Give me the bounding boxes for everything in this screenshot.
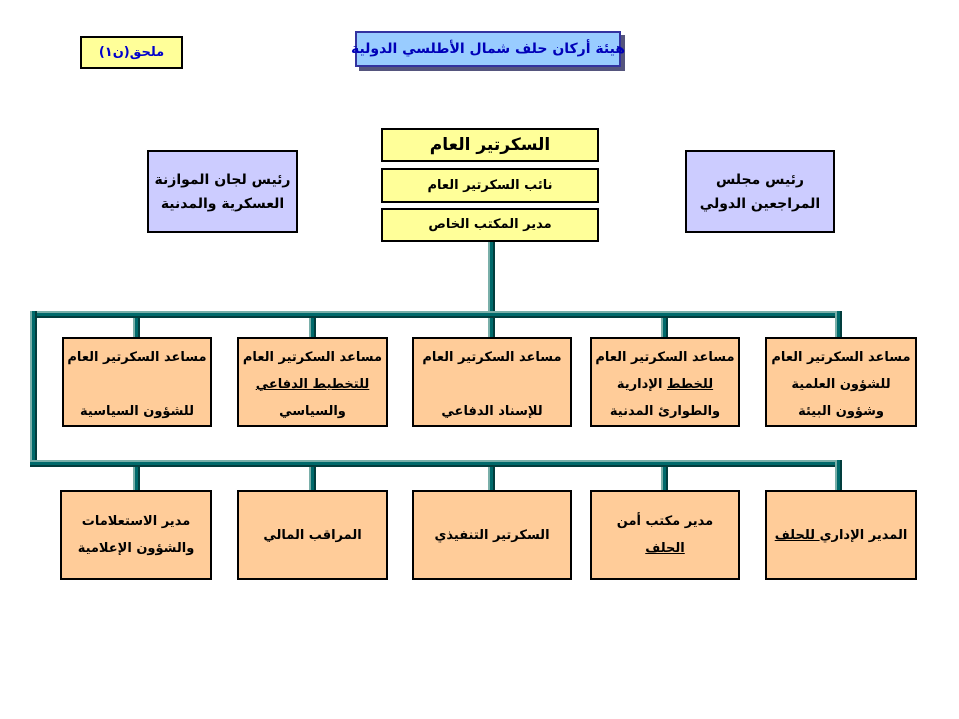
box-label-line: مساعد السكرتير العام: [67, 350, 207, 365]
box-executive-secretary: [412, 490, 572, 580]
box-label-line: للتخطيط الدفاعي: [255, 377, 370, 392]
box-administrative-director: [765, 490, 917, 580]
connector-stub-r3-4: [661, 467, 668, 491]
box-label-line: للشؤون السياسية: [80, 404, 194, 419]
connector-stub-r3-2: [309, 467, 316, 491]
box-label-line: رئيس لجان الموازنة: [154, 171, 291, 188]
box-asg-defense-planning-policy: [237, 337, 388, 427]
box-private-office-director: [381, 208, 599, 242]
box-international-auditors-chairman: [685, 150, 835, 233]
box-label-line: والشؤون الإعلامية: [77, 541, 195, 556]
box-label-line: مدير مكتب أمن: [616, 514, 714, 529]
box-label-line: مساعد السكرتير العام: [242, 350, 383, 365]
box-label-segment: للحلف: [774, 527, 820, 543]
box-label: مدير المكتب الخاص: [428, 217, 552, 233]
connector-stem: [488, 242, 495, 338]
connector-stub-r3-3: [488, 467, 495, 491]
box-secretary-general: [381, 128, 599, 162]
box-asg-admin-plans-civil-emergency: [590, 337, 740, 427]
box-label: السكرتير العام: [429, 134, 551, 155]
box-asg-scientific-environmental: [765, 337, 917, 427]
connector-left-drop: [30, 311, 37, 467]
box-budget-committees-chairman: [147, 150, 298, 233]
connector-stub-r3-1: [133, 467, 140, 491]
box-label-line: وشؤون البيئة: [798, 404, 884, 419]
connector-stub-r2-2: [309, 318, 316, 338]
box-label-line: مساعد السكرتير العام: [422, 350, 562, 365]
box-label: نائب السكرتير العام: [427, 177, 553, 193]
box-label-line: [775, 522, 908, 549]
box-label-line: للإسناد الدفاعي: [441, 404, 543, 419]
connector-stub-r3-5: [835, 460, 842, 491]
box-label-line: المراقب المالي: [263, 527, 362, 543]
connector-row2-rail: [30, 311, 842, 318]
box-label-line: مدير الاستعلامات: [81, 514, 191, 529]
connector-stub-r2-4: [661, 318, 668, 338]
box-director-information-press: [60, 490, 212, 580]
box-deputy-secretary-general: [381, 168, 599, 203]
connector-stub-r2-5: [835, 311, 842, 338]
annex-label-box: [80, 36, 183, 69]
box-label-line: رئيس مجلس: [716, 171, 804, 188]
box-label-line: [617, 371, 713, 398]
box-director-security-office: [590, 490, 740, 580]
box-label-segment: الإدارية: [616, 377, 667, 392]
chart-title: هيئة أركان حلف شمال الأطلسي الدولية: [350, 41, 626, 57]
box-label-line: والطوارئ المدنية: [609, 404, 721, 419]
box-label-segment: للخطط: [666, 377, 714, 392]
box-label-line: العسكرية والمدنية: [160, 195, 285, 212]
box-asg-defense-support: [412, 337, 572, 427]
box-label-line: للشؤون العلمية: [791, 377, 891, 392]
box-label-segment: المدير الإداري: [819, 527, 908, 543]
box-label-line: والسياسي: [279, 404, 346, 419]
box-asg-political-affairs: [62, 337, 212, 427]
connector-row3-rail: [30, 460, 842, 467]
annex-label: ملحق(ن١): [98, 45, 165, 60]
box-financial-controller: [237, 490, 388, 580]
chart-title-box: [350, 31, 626, 67]
box-label-line: الحلف: [645, 541, 685, 556]
box-label-line: مساعد السكرتير العام: [771, 350, 911, 365]
box-label-line: المراجعين الدولي: [699, 195, 821, 212]
box-label-line: مساعد السكرتير العام: [595, 350, 735, 365]
connector-stub-r2-1: [133, 318, 140, 338]
box-label-line: السكرتير التنفيذي: [434, 527, 550, 543]
